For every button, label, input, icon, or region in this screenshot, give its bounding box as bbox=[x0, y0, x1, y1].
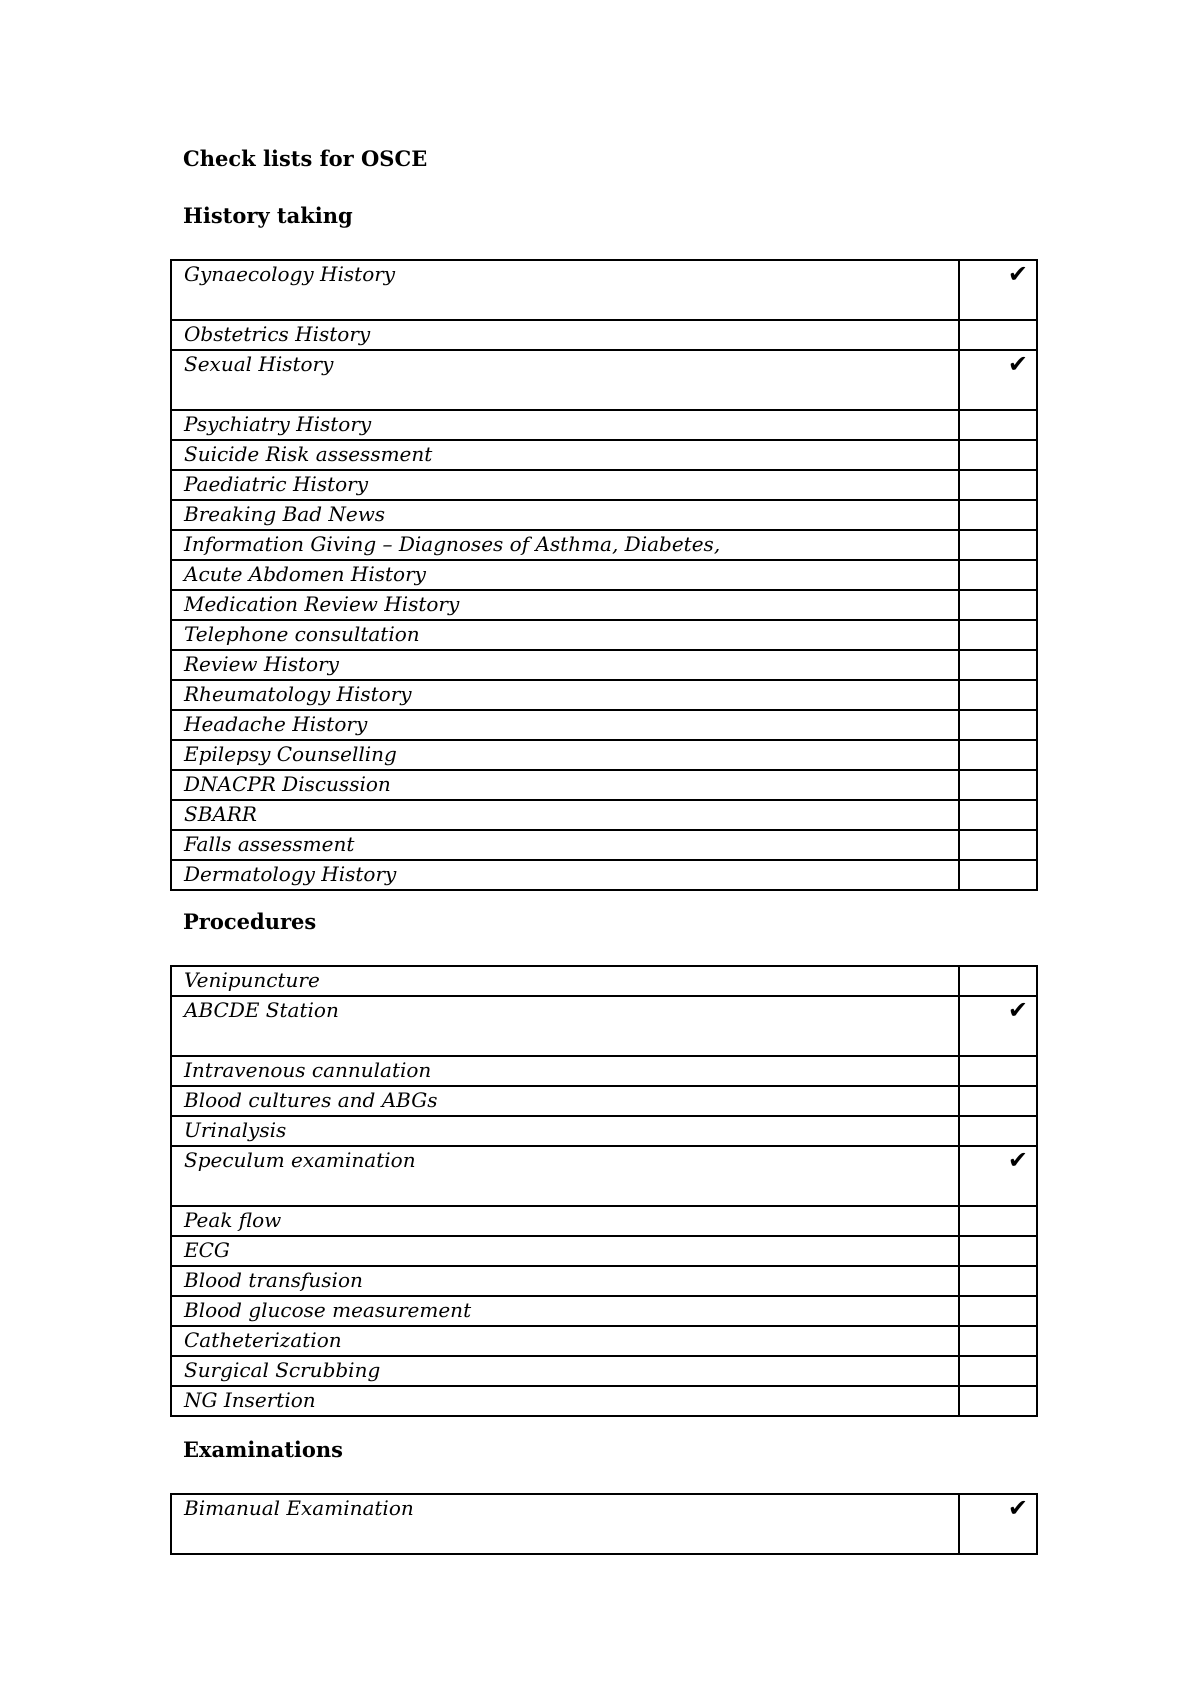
checklist-row bbox=[171, 470, 1037, 500]
checklist-item-label: DNACPR Discussion bbox=[171, 770, 959, 800]
checklist-item-label: Gynaecology History bbox=[171, 260, 959, 320]
checklist-item-label: Blood cultures and ABGs bbox=[171, 1086, 959, 1116]
checklist-row bbox=[171, 996, 1037, 1056]
checklist-row bbox=[171, 1116, 1037, 1146]
checklist-row bbox=[171, 1206, 1037, 1236]
checklist-row bbox=[171, 1086, 1037, 1116]
checkbox-cell bbox=[959, 530, 1037, 560]
checkmark-icon: ✔ bbox=[959, 1146, 1037, 1206]
checklist-item-label: Venipuncture bbox=[171, 966, 959, 996]
checklist-item-label: Falls assessment bbox=[171, 830, 959, 860]
checklist-row bbox=[171, 1056, 1037, 1086]
checklist-item-label: Sexual History bbox=[171, 350, 959, 410]
checklist-item-label: Surgical Scrubbing bbox=[171, 1356, 959, 1386]
history-taking-heading: History taking bbox=[183, 203, 353, 228]
checkbox-cell bbox=[959, 1386, 1037, 1416]
checklist-item-label: Peak flow bbox=[171, 1206, 959, 1236]
checkbox-cell bbox=[959, 1086, 1037, 1116]
checklist-item-label: Catheterization bbox=[171, 1326, 959, 1356]
checklist-item-label: Medication Review History bbox=[171, 590, 959, 620]
checklist-item-label: Rheumatology History bbox=[171, 680, 959, 710]
checklist-row bbox=[171, 1296, 1037, 1326]
checklist-item-label: Blood glucose measurement bbox=[171, 1296, 959, 1326]
checklist-row bbox=[171, 740, 1037, 770]
checklist-row bbox=[171, 1356, 1037, 1386]
checklist-row bbox=[171, 590, 1037, 620]
checklist-item-label: Epilepsy Counselling bbox=[171, 740, 959, 770]
checkbox-cell bbox=[959, 710, 1037, 740]
checklist-row bbox=[171, 1326, 1037, 1356]
checklist-row bbox=[171, 860, 1037, 890]
checkbox-cell bbox=[959, 1056, 1037, 1086]
checkbox-cell bbox=[959, 620, 1037, 650]
checklist-item-label: Headache History bbox=[171, 710, 959, 740]
checklist-item-label: Paediatric History bbox=[171, 470, 959, 500]
checklist-row bbox=[171, 650, 1037, 680]
checklist-row bbox=[171, 1494, 1037, 1554]
checklist-row bbox=[171, 320, 1037, 350]
procedures-heading: Procedures bbox=[183, 909, 317, 934]
checklist-row bbox=[171, 680, 1037, 710]
checkbox-cell bbox=[959, 410, 1037, 440]
checkmark-icon: ✔ bbox=[959, 996, 1037, 1056]
checklist-row bbox=[171, 530, 1037, 560]
checkmark-icon: ✔ bbox=[959, 260, 1037, 320]
checkbox-cell bbox=[959, 560, 1037, 590]
page-title: Check lists for OSCE bbox=[183, 146, 428, 171]
checkbox-cell bbox=[959, 860, 1037, 890]
checkbox-cell bbox=[959, 470, 1037, 500]
checklist-item-label: NG Insertion bbox=[171, 1386, 959, 1416]
checkbox-cell bbox=[959, 1356, 1037, 1386]
checkbox-cell bbox=[959, 1266, 1037, 1296]
checklist-item-label: Intravenous cannulation bbox=[171, 1056, 959, 1086]
checklist-item-label: Dermatology History bbox=[171, 860, 959, 890]
checklist-row bbox=[171, 830, 1037, 860]
checkbox-cell bbox=[959, 1296, 1037, 1326]
checkmark-icon: ✔ bbox=[959, 1494, 1037, 1554]
checklist-row bbox=[171, 770, 1037, 800]
checklist-item-label: Blood transfusion bbox=[171, 1266, 959, 1296]
checkbox-cell bbox=[959, 740, 1037, 770]
checkbox-cell bbox=[959, 320, 1037, 350]
checkbox-cell bbox=[959, 1236, 1037, 1266]
procedures-table bbox=[170, 965, 1038, 1417]
checklist-row bbox=[171, 560, 1037, 590]
checklist-item-label: SBARR bbox=[171, 800, 959, 830]
checklist-row bbox=[171, 1386, 1037, 1416]
checkbox-cell bbox=[959, 966, 1037, 996]
checkbox-cell bbox=[959, 1326, 1037, 1356]
checkbox-cell bbox=[959, 1116, 1037, 1146]
checklist-row bbox=[171, 260, 1037, 320]
checkbox-cell bbox=[959, 500, 1037, 530]
checklist-item-label: Urinalysis bbox=[171, 1116, 959, 1146]
checklist-item-label: Information Giving – Diagnoses of Asthma, Diabetes, bbox=[171, 530, 959, 560]
checklist-row bbox=[171, 440, 1037, 470]
checklist-item-label: Breaking Bad News bbox=[171, 500, 959, 530]
checklist-row bbox=[171, 1236, 1037, 1266]
checklist-item-label: Review History bbox=[171, 650, 959, 680]
checklist-row bbox=[171, 350, 1037, 410]
checklist-row bbox=[171, 500, 1037, 530]
checklist-item-label: Obstetrics History bbox=[171, 320, 959, 350]
checklist-row bbox=[171, 710, 1037, 740]
checklist-item-label: Acute Abdomen History bbox=[171, 560, 959, 590]
checkbox-cell bbox=[959, 830, 1037, 860]
checklist-row bbox=[171, 410, 1037, 440]
checklist-item-label: Bimanual Examination bbox=[171, 1494, 959, 1554]
history-taking-table bbox=[170, 259, 1038, 891]
checklist-row bbox=[171, 800, 1037, 830]
checklist-item-label: ABCDE Station bbox=[171, 996, 959, 1056]
checklist-row bbox=[171, 1266, 1037, 1296]
checkmark-icon: ✔ bbox=[959, 350, 1037, 410]
checklist-item-label: Speculum examination bbox=[171, 1146, 959, 1206]
examinations-table bbox=[170, 1493, 1038, 1555]
examinations-heading: Examinations bbox=[183, 1437, 343, 1462]
checklist-row bbox=[171, 620, 1037, 650]
checkbox-cell bbox=[959, 440, 1037, 470]
checklist-item-label: Telephone consultation bbox=[171, 620, 959, 650]
checklist-item-label: Suicide Risk assessment bbox=[171, 440, 959, 470]
checkbox-cell bbox=[959, 800, 1037, 830]
checklist-row bbox=[171, 1146, 1037, 1206]
checkbox-cell bbox=[959, 770, 1037, 800]
checkbox-cell bbox=[959, 680, 1037, 710]
checklist-row bbox=[171, 966, 1037, 996]
checkbox-cell bbox=[959, 1206, 1037, 1236]
checklist-item-label: Psychiatry History bbox=[171, 410, 959, 440]
checkbox-cell bbox=[959, 590, 1037, 620]
checkbox-cell bbox=[959, 650, 1037, 680]
checklist-item-label: ECG bbox=[171, 1236, 959, 1266]
